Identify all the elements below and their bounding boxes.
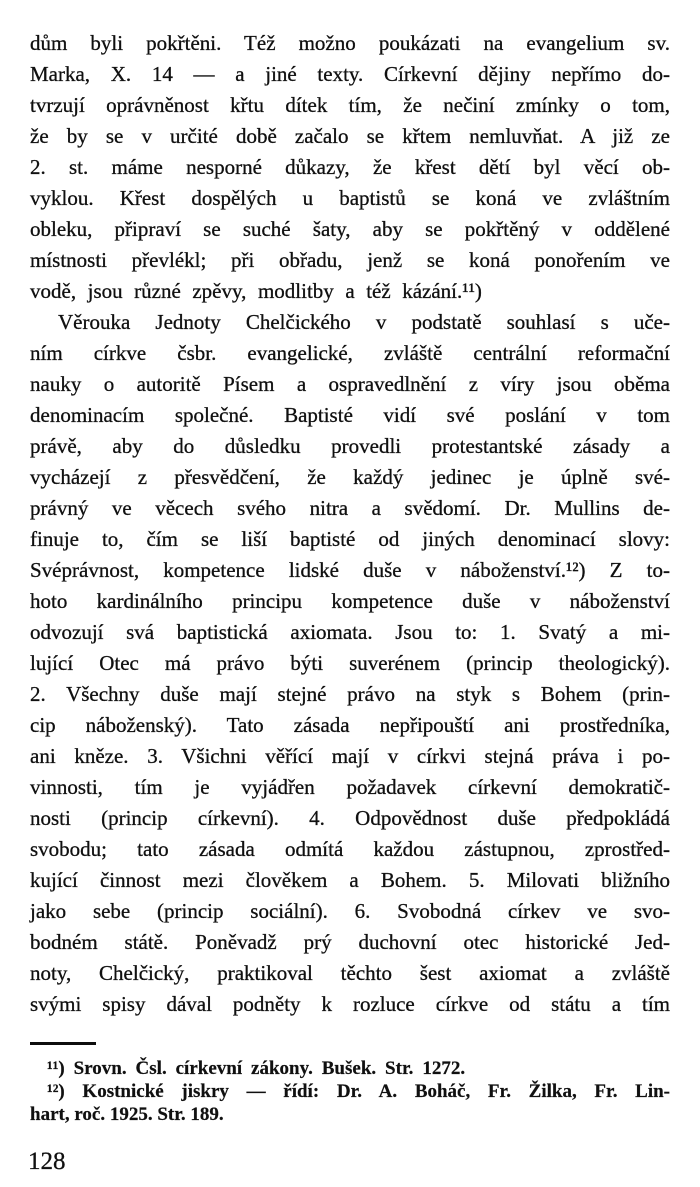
text-line: 2. Všechny duše mají stejné právo na styk s Bohem (prin- xyxy=(30,682,670,706)
text-line: kující činnost mezi člověkem a Bohem. 5. Milovati bližního xyxy=(30,868,670,892)
footnote-separator xyxy=(30,1042,96,1045)
text-line: právě, aby do důsledku provedli protestantské zásady a xyxy=(30,434,670,458)
text-line: obleku, připraví se suché šaty, aby se pokřtěný v oddělené xyxy=(30,217,670,241)
text-line: vinnosti, tím je vyjádřen požadavek církevní demokratič- xyxy=(30,775,670,799)
footnote-line: hart, roč. 1925. Str. 189. xyxy=(30,1104,224,1125)
text-line: cip náboženský). Tato zásada nepřipouští ani prostředníka, xyxy=(30,713,670,737)
text-line: nosti (princip církevní). 4. Odpovědnost duše předpokládá xyxy=(30,806,670,830)
text-line: denominacím společné. Baptisté vidí své poslání v tom xyxy=(30,403,670,427)
footnote-line: ¹²) Kostnické jiskry — řídí: Dr. A. Boháč, Fr. Žilka, Fr. Lin- xyxy=(47,1081,670,1102)
text-line: ani kněze. 3. Všichni věřící mají v církvi stejná práva i po- xyxy=(30,744,670,768)
text-line: dům byli pokřtěni. Též možno poukázati na evangelium sv. xyxy=(30,31,670,55)
text-line: finuje to, čím se liší baptisté od jiných denominací slovy: xyxy=(30,527,670,551)
text-line: noty, Chelčický, praktikoval těchto šest axiomat a zvláště xyxy=(30,961,670,985)
text-line: místnosti převlékl; při obřadu, jenž se koná ponořením ve xyxy=(30,248,670,272)
text-line: jako sebe (princip sociální). 6. Svobodná církev ve svo- xyxy=(30,899,670,923)
text-line: ním církve čsbr. evangelické, zvláště centrální reformační xyxy=(30,341,670,365)
text-line: právný ve věcech svého nitra a svědomí. Dr. Mullins de- xyxy=(30,496,670,520)
text-line: nauky o autoritě Písem a ospravedlnění z víry jsou oběma xyxy=(30,372,670,396)
text-line: vycházejí z přesvědčení, že každý jedinec je úplně své- xyxy=(30,465,670,489)
text-line: Věrouka Jednoty Chelčického v podstatě souhlasí s uče- xyxy=(58,310,670,334)
footnote-line: ¹¹) Srovn. Čsl. církevní zákony. Bušek. Str. 1272. xyxy=(47,1058,466,1079)
body-text xyxy=(30,28,670,1020)
page-number: 128 xyxy=(28,1148,66,1175)
text-line: tvrzují oprávněnost křtu dítek tím, že nečiní zmínky o tom, xyxy=(30,93,670,117)
text-line: 2. st. máme nesporné důkazy, že křest dětí byl věcí ob- xyxy=(30,155,670,179)
footnotes xyxy=(30,1057,670,1126)
text-line: vodě, jsou různé zpěvy, modlitby a též kázání.¹¹) xyxy=(30,279,482,303)
text-line: Svéprávnost, kompetence lidské duše v náboženství.¹²) Z to- xyxy=(30,558,670,582)
text-line: hoto kardinálního principu kompetence duše v náboženství xyxy=(30,589,670,613)
text-line: odvozují svá baptistická axiomata. Jsou to: 1. Svatý a mi- xyxy=(30,620,670,644)
text-line: že by se v určité době začalo se křtem nemluvňat. A již ze xyxy=(30,124,670,148)
text-line: vyklou. Křest dospělých u baptistů se koná ve zvláštním xyxy=(30,186,670,210)
text-line: svobodu; tato zásada odmítá každou zástupnou, zprostřed- xyxy=(30,837,670,861)
text-line: bodném státě. Poněvadž prý duchovní otec historické Jed- xyxy=(30,930,670,954)
text-line: svými spisy dával podněty k rozluce církve od státu a tím xyxy=(30,992,670,1016)
text-line: Marka, X. 14 — a jiné texty. Církevní dějiny nepřímo do- xyxy=(30,62,670,86)
text-line: lující Otec má právo býti suverénem (princip theologický). xyxy=(30,651,670,675)
